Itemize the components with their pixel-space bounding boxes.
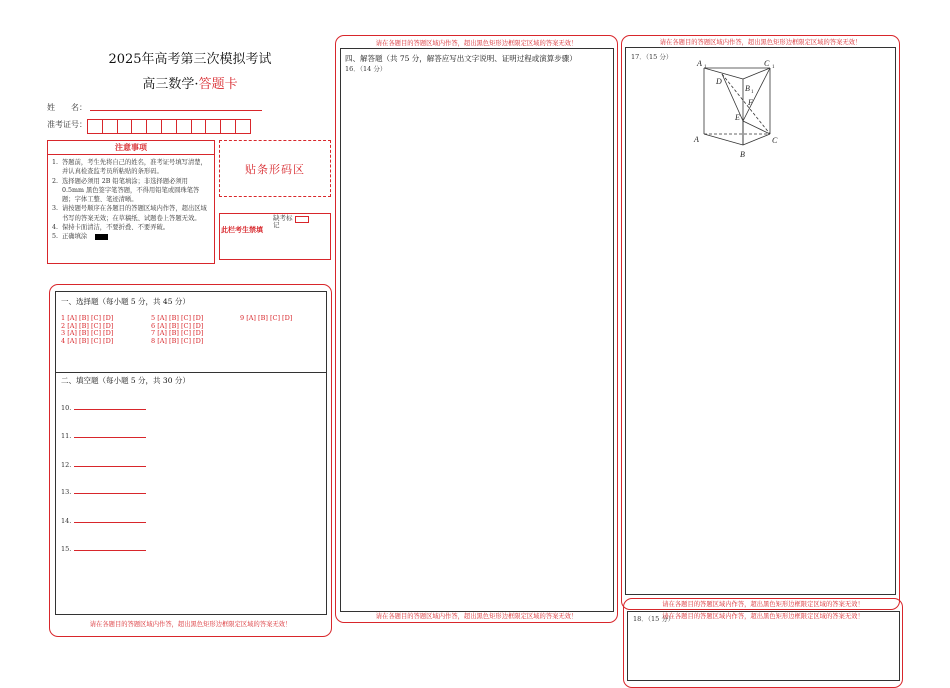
exam-number-boxes[interactable] xyxy=(88,119,251,134)
notice-number: 5. xyxy=(52,233,59,241)
mc-row-9[interactable]: 9 [A] [B] [C] [D] xyxy=(240,314,293,322)
middle-answer-frame[interactable] xyxy=(340,48,614,612)
blank-label: 13. xyxy=(61,488,72,496)
point-label-f: F xyxy=(748,98,753,107)
point-sub-b1: 1 xyxy=(751,90,754,95)
q16-label: 16．（14 分） xyxy=(345,65,387,73)
blank-11[interactable] xyxy=(61,432,146,440)
section4-title: 四、解答题（共 75 分，解答应写出文字说明、证明过程或演算步骤） xyxy=(345,54,577,63)
page-title: 2025年高考第三次模拟考试 xyxy=(108,52,272,67)
point-label-d: D xyxy=(716,77,722,86)
point-label-b: B xyxy=(740,150,745,159)
blank-line[interactable] xyxy=(74,522,146,523)
point-label-a: A xyxy=(694,135,699,144)
section1-title: 一、选择题（每小题 5 分，共 45 分） xyxy=(61,297,190,306)
notice-number: 1. xyxy=(52,159,59,166)
barcode-area: 贴条形码区 xyxy=(219,140,331,197)
blank-label: 12. xyxy=(61,461,72,469)
absent-box xyxy=(219,213,331,260)
point-label-c1: C xyxy=(764,59,770,68)
point-label-e: E xyxy=(735,113,740,122)
warning-right-top: 请在各题目的答题区域内作答，超出黑色矩形边框限定区域的答案无效！ xyxy=(659,39,862,46)
subtitle-main: 高三数学· xyxy=(142,77,199,92)
line-c1e xyxy=(743,68,770,121)
exam-digit-box[interactable] xyxy=(87,119,103,134)
warning-left: 请在各题目的答题区域内作答，超出黑色矩形边框限定区域的答案无效！ xyxy=(89,621,292,628)
notice-number: 3. xyxy=(52,205,59,213)
blank-line[interactable] xyxy=(74,409,146,410)
edge-bc xyxy=(743,134,770,145)
notice-item xyxy=(52,232,210,241)
notice-number: 4. xyxy=(52,224,59,232)
exam-digit-box[interactable] xyxy=(131,119,147,134)
mc-column-3 xyxy=(240,315,292,323)
warning-q18-top: 请在各题目的答题区域内作答，超出黑色矩形边框限定区域的答案无效！ xyxy=(662,601,864,608)
name-label: 姓 名： xyxy=(47,103,87,112)
mc-column-2 xyxy=(151,315,203,345)
mc-row-7[interactable]: 7 [A] [B] [C] [D] xyxy=(151,329,204,337)
mc-row-6[interactable]: 6 [A] [B] [C] [D] xyxy=(151,321,204,330)
blank-12[interactable] xyxy=(61,461,146,469)
notice-list xyxy=(52,158,210,242)
notice-text: 选择题必须用 2B 铅笔填涂；非选择题必须用 0.5mm 黑色签字笔答题，不得用铅笔或圆珠笔答题；字体工整、笔迹清晰。 xyxy=(62,177,200,204)
q17-label: 17．（15 分） xyxy=(631,53,673,61)
exam-digit-box[interactable] xyxy=(146,119,162,134)
notice-item xyxy=(52,177,210,205)
mc-row-2[interactable]: 2 [A] [B] [C] [D] xyxy=(61,321,114,330)
blank-line[interactable] xyxy=(74,466,146,467)
mc-row-4[interactable]: 4 [A] [B] [C] [D] xyxy=(61,336,114,345)
exam-number-label: 准考证号： xyxy=(47,120,87,129)
exam-digit-box[interactable] xyxy=(102,119,118,134)
notice-item xyxy=(52,204,210,223)
mc-row-3[interactable]: 3 [A] [B] [C] [D] xyxy=(61,329,114,337)
line-ec xyxy=(743,121,770,134)
exam-digit-box[interactable] xyxy=(161,119,177,134)
prism-figure xyxy=(688,56,788,162)
notice-box xyxy=(47,140,215,264)
notice-text: 答题前，考生先将自己的姓名，准考证号填写清楚，并认真检查监考员所粘贴的条形码。 xyxy=(62,159,207,176)
exam-digit-box[interactable] xyxy=(176,119,192,134)
blank-10[interactable] xyxy=(61,404,146,412)
name-field[interactable] xyxy=(90,110,262,111)
mc-row-1[interactable]: 1 [A] [B] [C] [D] xyxy=(61,314,114,322)
exam-digit-box[interactable] xyxy=(205,119,221,134)
warning-middle-top: 请在各题目的答题区域内作答，超出黑色矩形边框限定区域的答案无效！ xyxy=(375,40,578,47)
section2-title: 二、填空题（每小题 5 分，共 30 分） xyxy=(61,376,190,385)
blank-label: 14. xyxy=(61,517,72,525)
notice-text: 保持卡面清洁，不要折叠、不要弄破。 xyxy=(62,224,170,232)
absent-label: 此栏考生禁填 xyxy=(221,225,263,234)
blank-15[interactable] xyxy=(61,545,146,553)
blank-label: 11. xyxy=(61,432,72,440)
edge-b1c1 xyxy=(743,68,770,79)
warning-q18-second: 请在各题目的答题区域内作答，超出黑色矩形边框限定区域的答案无效！ xyxy=(662,613,864,620)
blank-13[interactable] xyxy=(61,488,146,496)
notice-text: 请按题号顺序在各题目的答题区域内作答，超出区域书写的答案无效；在草稿纸、试题卷上答题无效。 xyxy=(62,205,207,222)
mc-column-1 xyxy=(61,315,113,345)
warning-middle-bottom: 请在各题目的答题区域内作答，超出黑色矩形边框限定区域的答案无效！ xyxy=(375,613,578,620)
point-sub-c1: 1 xyxy=(772,65,775,70)
absent-checkbox[interactable] xyxy=(295,216,309,223)
edge-ab xyxy=(704,134,743,145)
point-sub-a1: 1 xyxy=(704,65,707,70)
page-subtitle xyxy=(60,73,320,92)
blank-label: 15. xyxy=(61,545,72,553)
subtitle-accent: 答题卡 xyxy=(198,77,238,92)
blank-label: 10. xyxy=(61,404,72,412)
q18-label: 18．（15 分） xyxy=(633,615,675,623)
point-label-c: C xyxy=(772,136,778,145)
point-label-a1: A xyxy=(697,59,702,68)
mc-row-5[interactable]: 5 [A] [B] [C] [D] xyxy=(151,314,204,322)
fill-sample-mark xyxy=(95,234,108,240)
notice-text: 正确填涂 xyxy=(62,233,88,241)
notice-item xyxy=(52,158,210,177)
blank-line[interactable] xyxy=(74,493,146,494)
notice-title: 注意事项 xyxy=(48,141,214,155)
blank-line[interactable] xyxy=(74,550,146,551)
exam-digit-box[interactable] xyxy=(117,119,133,134)
blank-line[interactable] xyxy=(74,437,146,438)
notice-item xyxy=(52,223,210,232)
notice-number: 2. xyxy=(52,177,59,185)
point-label-b1: B xyxy=(745,84,750,93)
exam-digit-box[interactable] xyxy=(220,119,236,134)
blank-14[interactable] xyxy=(61,517,146,525)
exam-digit-box[interactable] xyxy=(191,119,207,134)
absent-text: 缺考标记 xyxy=(273,214,293,229)
section-divider xyxy=(55,372,327,373)
mc-row-8[interactable]: 8 [A] [B] [C] [D] xyxy=(151,336,204,345)
exam-digit-box[interactable] xyxy=(235,119,251,134)
